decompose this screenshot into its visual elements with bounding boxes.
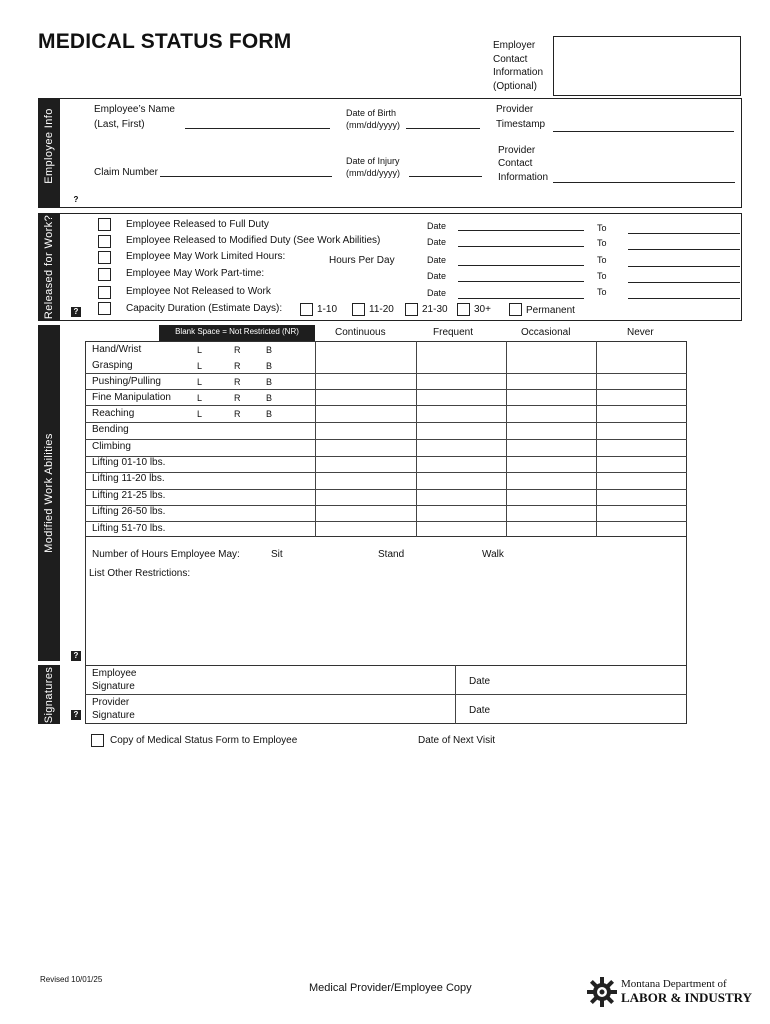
ability-row-label: Lifting 26-50 lbs. bbox=[92, 506, 166, 517]
employer-contact-line: Employer bbox=[493, 40, 536, 51]
copy-to-employee-label: Copy of Medical Status Form to Employee bbox=[110, 735, 298, 746]
dob-field[interactable] bbox=[406, 128, 480, 129]
employee-name-label: Employee’s Name bbox=[94, 104, 175, 115]
provider-contact-label: Provider bbox=[498, 145, 536, 156]
next-visit-label: Date of Next Visit bbox=[418, 735, 496, 746]
ability-row-label: Bending bbox=[92, 424, 129, 435]
duration-permanent-label: Permanent bbox=[526, 305, 575, 316]
duration-21-30-checkbox[interactable] bbox=[405, 303, 418, 316]
duration-11-20-label: 11-20 bbox=[369, 304, 394, 315]
employer-contact-line: Contact bbox=[493, 53, 528, 65]
provider-contact-label: Information bbox=[498, 172, 549, 183]
side-option-left[interactable]: L bbox=[197, 409, 203, 419]
side-option-left[interactable]: L bbox=[197, 377, 203, 387]
other-restrictions-field[interactable] bbox=[89, 582, 683, 662]
side-option-right[interactable]: R bbox=[234, 377, 241, 387]
limited-hours-checkbox[interactable] bbox=[98, 251, 111, 264]
side-option-right[interactable]: R bbox=[234, 393, 241, 403]
duration-21-30-label: 21-30 bbox=[422, 304, 448, 315]
not-released-label: Employee Not Released to Work bbox=[126, 286, 271, 297]
doi-label: Date of Injury bbox=[346, 156, 400, 166]
limited-hours-date-field[interactable] bbox=[458, 265, 584, 266]
column-continuous: Continuous bbox=[335, 327, 386, 338]
form-title: MEDICAL STATUS FORM bbox=[38, 30, 292, 53]
other-restrictions-label: List Other Restrictions: bbox=[89, 568, 191, 579]
ability-row-label: Hand/Wrist bbox=[92, 344, 142, 355]
employee-info-side-label: Employee Info bbox=[43, 108, 55, 184]
modified-duty-date-field[interactable] bbox=[458, 246, 584, 247]
side-option-right[interactable]: R bbox=[234, 409, 241, 419]
part-time-to-field[interactable] bbox=[628, 282, 740, 283]
part-time-checkbox[interactable] bbox=[98, 268, 111, 281]
side-option-left[interactable]: L bbox=[197, 361, 203, 371]
ability-row-label: Lifting 51-70 lbs. bbox=[92, 523, 166, 534]
provider-signature-sublabel: Signature bbox=[92, 710, 135, 721]
dob-label: Date of Birth bbox=[346, 108, 397, 118]
help-icon[interactable]: ? bbox=[71, 195, 81, 205]
to-label: To bbox=[597, 255, 607, 265]
date-label: Date bbox=[427, 288, 447, 298]
duration-30-plus-label: 30+ bbox=[474, 304, 491, 315]
signatures-sidebar bbox=[38, 665, 60, 724]
copy-designation: Medical Provider/Employee Copy bbox=[309, 982, 472, 994]
hours-label: Number of Hours Employee May: bbox=[92, 549, 240, 560]
logo-line-2: LABOR & INDUSTRY bbox=[621, 990, 753, 1005]
ability-row-label: Fine Manipulation bbox=[92, 392, 171, 403]
released-sidebar bbox=[38, 213, 60, 321]
employer-contact-line: Information bbox=[493, 67, 544, 78]
help-icon[interactable]: ? bbox=[71, 710, 81, 720]
side-option-both[interactable]: B bbox=[266, 345, 273, 355]
ability-row-label: Climbing bbox=[92, 441, 131, 452]
employee-signature-field[interactable] bbox=[150, 667, 452, 693]
duration-11-20-checkbox[interactable] bbox=[352, 303, 365, 316]
claim-number-label: Claim Number bbox=[94, 167, 158, 178]
duration-1-10-label: 1-10 bbox=[317, 304, 338, 315]
modified-duty-checkbox[interactable] bbox=[98, 235, 111, 248]
side-option-right[interactable]: R bbox=[234, 345, 241, 355]
provider-contact-label: Contact bbox=[498, 158, 533, 169]
side-option-both[interactable]: B bbox=[266, 361, 273, 371]
not-released-checkbox[interactable] bbox=[98, 286, 111, 299]
modified-duty-to-field[interactable] bbox=[628, 249, 740, 250]
doi-field[interactable] bbox=[409, 176, 482, 177]
employee-name-field[interactable] bbox=[185, 128, 330, 129]
ability-row-label: Reaching bbox=[92, 408, 135, 419]
dli-logo bbox=[586, 975, 751, 1009]
full-duty-date-field[interactable] bbox=[458, 230, 584, 231]
to-label: To bbox=[597, 223, 607, 233]
column-occasional: Occasional bbox=[521, 327, 571, 338]
limited-hours-to-field[interactable] bbox=[628, 266, 740, 267]
dob-sublabel: (mm/dd/yyyy) bbox=[346, 120, 400, 130]
to-label: To bbox=[597, 287, 607, 297]
side-option-both[interactable]: B bbox=[266, 409, 273, 419]
modified-duty-label: Employee Released to Modified Duty (See Work Abilities) bbox=[126, 235, 381, 246]
full-duty-to-field[interactable] bbox=[628, 233, 740, 234]
to-label: To bbox=[597, 271, 607, 281]
duration-1-10-checkbox[interactable] bbox=[300, 303, 313, 316]
sit-label: Sit bbox=[271, 549, 283, 560]
not-restricted-header: Blank Space = Not Restricted (NR) bbox=[159, 325, 315, 341]
provider-timestamp-sublabel: Timestamp bbox=[496, 119, 546, 130]
employee-name-sublabel: (Last, First) bbox=[94, 119, 145, 130]
signatures-side-label: Signatures bbox=[43, 666, 55, 723]
part-time-label: Employee May Work Part-time: bbox=[126, 268, 265, 279]
capacity-duration-checkbox[interactable] bbox=[98, 302, 111, 315]
employer-contact-label bbox=[493, 39, 553, 93]
released-side-label: Released for Work? bbox=[43, 214, 55, 320]
provider-signature-field[interactable] bbox=[150, 696, 452, 722]
employer-contact-field[interactable] bbox=[553, 36, 741, 96]
provider-signature-date-label: Date bbox=[469, 705, 491, 716]
hours-per-day-label: Hours Per Day bbox=[329, 255, 395, 266]
side-option-left[interactable]: L bbox=[197, 345, 203, 355]
help-icon[interactable]: ? bbox=[71, 307, 81, 317]
provider-timestamp-label: Provider bbox=[496, 104, 534, 115]
capacity-duration-label: Capacity Duration (Estimate Days): bbox=[126, 303, 283, 314]
full-duty-checkbox[interactable] bbox=[98, 218, 111, 231]
employee-info-sidebar bbox=[38, 98, 79, 208]
provider-signature-date-field[interactable] bbox=[500, 696, 684, 722]
date-label: Date bbox=[427, 237, 447, 247]
not-released-to-field[interactable] bbox=[628, 298, 740, 299]
limited-hours-label: Employee May Work Limited Hours: bbox=[126, 251, 286, 262]
employee-signature-date-field[interactable] bbox=[500, 667, 684, 693]
doi-sublabel: (mm/dd/yyyy) bbox=[346, 168, 400, 178]
full-duty-label: Employee Released to Full Duty bbox=[126, 219, 269, 230]
column-frequent: Frequent bbox=[433, 327, 474, 338]
side-option-both[interactable]: B bbox=[266, 377, 273, 387]
date-label: Date bbox=[427, 221, 447, 231]
employee-signature-date-label: Date bbox=[469, 676, 491, 687]
help-icon[interactable]: ? bbox=[71, 651, 81, 661]
claim-number-field[interactable] bbox=[160, 176, 332, 177]
provider-contact-field[interactable] bbox=[553, 182, 735, 183]
ability-row-label: Lifting 01-10 lbs. bbox=[92, 457, 166, 468]
date-label: Date bbox=[427, 271, 447, 281]
copy-to-employee-checkbox[interactable] bbox=[91, 734, 104, 747]
duration-30-plus-checkbox[interactable] bbox=[457, 303, 470, 316]
revised-date: Revised 10/01/25 bbox=[40, 975, 103, 984]
employee-signature-label: Employee bbox=[92, 668, 137, 679]
provider-signature-label: Provider bbox=[92, 697, 130, 708]
part-time-date-field[interactable] bbox=[458, 281, 584, 282]
employer-contact-line: (Optional) bbox=[493, 80, 537, 92]
logo-line-1: Montana Department of bbox=[621, 978, 727, 990]
side-option-right[interactable]: R bbox=[234, 361, 241, 371]
ability-row-label: Grasping bbox=[92, 360, 133, 371]
duration-permanent-checkbox[interactable] bbox=[509, 303, 522, 316]
walk-label: Walk bbox=[482, 549, 504, 560]
ability-row-label: Lifting 21-25 lbs. bbox=[92, 490, 166, 501]
modified-side-label: Modified Work Abilities bbox=[43, 433, 55, 553]
not-released-date-field[interactable] bbox=[458, 298, 584, 299]
to-label: To bbox=[597, 238, 607, 248]
side-option-both[interactable]: B bbox=[266, 393, 273, 403]
side-option-left[interactable]: L bbox=[197, 393, 203, 403]
provider-timestamp-field[interactable] bbox=[553, 131, 734, 132]
column-never: Never bbox=[627, 327, 654, 338]
stand-label: Stand bbox=[378, 549, 405, 560]
gear-icon bbox=[586, 976, 618, 1008]
date-label: Date bbox=[427, 255, 447, 265]
ability-row-label: Lifting 11-20 lbs. bbox=[92, 473, 165, 484]
ability-row-label: Pushing/Pulling bbox=[92, 376, 161, 387]
employee-signature-sublabel: Signature bbox=[92, 681, 135, 692]
modified-sidebar bbox=[38, 325, 60, 661]
